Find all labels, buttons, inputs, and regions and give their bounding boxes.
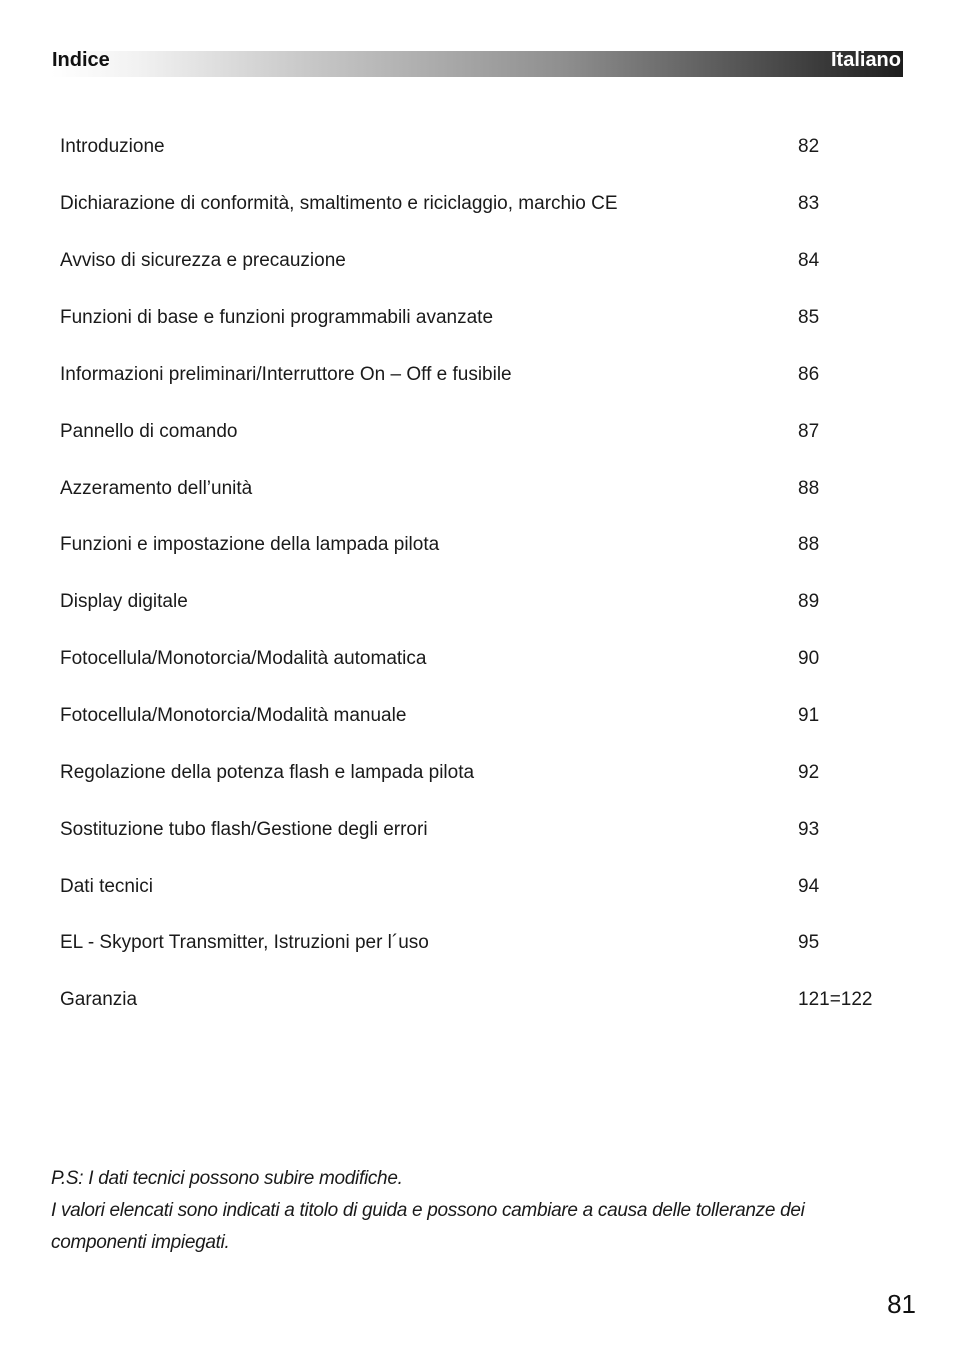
toc-item-title: Funzioni di base e funzioni programmabili avanzate (60, 307, 494, 328)
toc-item-title: Sostituzione tubo flash/Gestione degli errori (60, 819, 428, 840)
toc-item-page: 82 (798, 136, 820, 157)
toc-item-page: 89 (798, 591, 820, 612)
toc-item[interactable] (60, 647, 900, 671)
toc-item-page: 91 (798, 705, 820, 726)
toc-item-title: Fotocellula/Monotorcia/Modalità automatica (60, 648, 427, 669)
toc-item-title: Fotocellula/Monotorcia/Modalità manuale (60, 705, 407, 726)
toc-item-page: 88 (798, 534, 820, 555)
toc-item-title: Dati tecnici (60, 876, 153, 897)
language-label: Italiano (830, 49, 901, 71)
toc-item-title: Pannello di comando (60, 421, 238, 442)
toc-item-title: Display digitale (60, 591, 188, 612)
toc-item[interactable] (60, 477, 900, 501)
toc-item-title: Dichiarazione di conformità, smaltimento e riciclaggio, marchio CE (60, 193, 618, 214)
toc-item-title: Garanzia (60, 989, 138, 1010)
toc-item[interactable] (60, 931, 900, 955)
toc-item[interactable] (60, 761, 900, 785)
section-title: Indice (52, 49, 110, 71)
toc-item-page: 121=122 (798, 989, 873, 1010)
toc-item-page: 86 (798, 364, 820, 385)
toc-item-title: Azzeramento dell’unità (60, 478, 253, 499)
toc-item-page: 87 (798, 421, 820, 442)
page-number: 81 (887, 1289, 916, 1319)
toc-item[interactable] (60, 988, 900, 1012)
toc-item-page: 84 (798, 250, 820, 271)
toc-item[interactable] (60, 135, 900, 159)
header-bar (51, 51, 903, 77)
note-line: P.S: I dati tecnici possono subire modifiche. (51, 1168, 403, 1189)
toc-item-title: Funzioni e impostazione della lampada pilota (60, 534, 440, 555)
toc-item-title: Regolazione della potenza flash e lampada pilota (60, 762, 475, 783)
toc-item[interactable] (60, 704, 900, 728)
toc-item-page: 90 (798, 648, 820, 669)
toc-item-page: 85 (798, 307, 820, 328)
toc-item-page: 94 (798, 876, 820, 897)
toc-item[interactable] (60, 590, 900, 614)
toc-item[interactable] (60, 875, 900, 899)
technical-note (51, 1163, 901, 1259)
toc-item-title: EL - Skyport Transmitter, Istruzioni per l´uso (60, 932, 429, 953)
toc-item-title: Introduzione (60, 136, 165, 157)
toc-item-page: 83 (798, 193, 820, 214)
note-line: I valori elencati sono indicati a titolo di guida e possono cambiare a causa delle tolleranze dei componenti impiegati. (51, 1200, 805, 1253)
toc-item[interactable] (60, 533, 900, 557)
toc-item[interactable] (60, 306, 900, 330)
toc-item-page: 95 (798, 932, 820, 953)
toc-item[interactable] (60, 192, 900, 216)
toc-item-page: 92 (798, 762, 820, 783)
toc-item[interactable] (60, 420, 900, 444)
toc-item-title: Informazioni preliminari/Interruttore On – Off e fusibile (60, 364, 512, 385)
toc-item[interactable] (60, 249, 900, 273)
toc-item[interactable] (60, 818, 900, 842)
toc-item[interactable] (60, 363, 900, 387)
toc-item-page: 88 (798, 478, 820, 499)
toc-item-page: 93 (798, 819, 820, 840)
toc-item-title: Avviso di sicurezza e precauzione (60, 250, 346, 271)
